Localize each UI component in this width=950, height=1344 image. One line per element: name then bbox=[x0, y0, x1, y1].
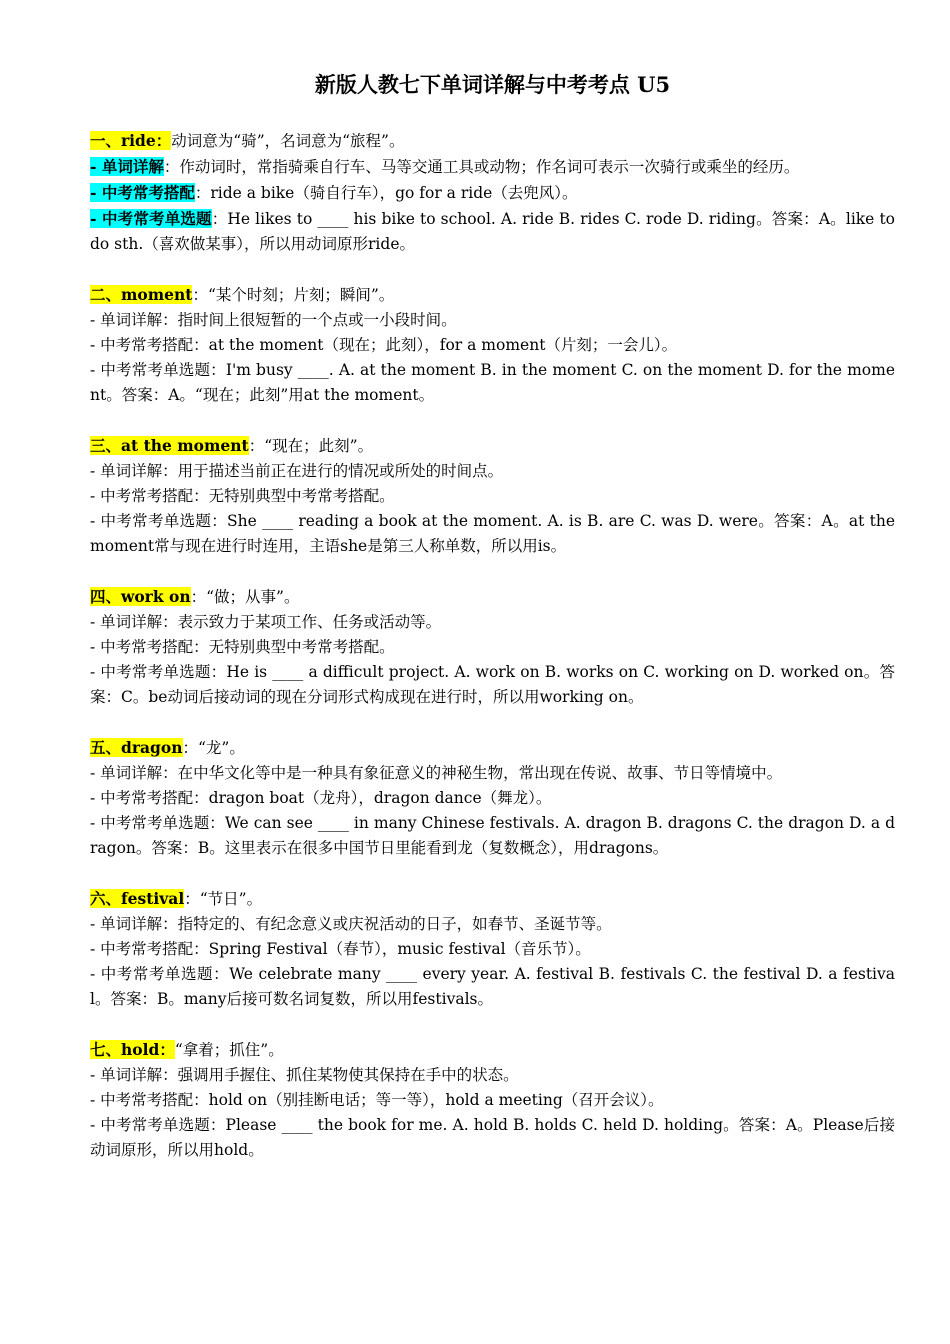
entry-heading-line bbox=[90, 886, 895, 912]
collocation-label: - 中考常考搭配 bbox=[90, 183, 195, 202]
collocation-text: ：ride a bike（骑自行车），go for a ride（去兜风）。 bbox=[194, 184, 578, 202]
entry-ride bbox=[90, 128, 895, 257]
entry-definition: ：“龙”。 bbox=[182, 739, 245, 757]
entry-moment bbox=[90, 282, 895, 408]
collocation-line: - 中考常考搭配：dragon boat（龙舟），dragon dance（舞龙）。 bbox=[90, 789, 552, 807]
quiz-line: - 中考常考单选题：He is ____ a difficult project. A. work on B. works on C. working on D. worked on。答案：C。be动词后接动词的现在分词形式构成现在进行时，所以用working on。 bbox=[90, 663, 895, 706]
entry-headword: 六、festival bbox=[90, 889, 185, 908]
entry-headword: 四、work on bbox=[90, 587, 191, 606]
entry-heading-line bbox=[90, 282, 895, 308]
collocation-line bbox=[90, 180, 895, 206]
quiz-line: - 中考常考单选题：Please ____ the book for me. A. hold B. holds C. held D. holding。答案：A。Please后接动词原形，所以用hold。 bbox=[90, 1116, 895, 1159]
entry-headword: 三、at the moment bbox=[90, 436, 249, 455]
word-detail-line: - 单词详解：指时间上很短暂的一个点或一小段时间。 bbox=[90, 311, 457, 329]
entry-headword: 五、dragon bbox=[90, 738, 183, 757]
entry-headword: 一、ride： bbox=[90, 131, 172, 150]
entry-heading-line bbox=[90, 584, 895, 610]
word-detail-line: - 单词详解：强调用手握住、抓住某物使其保持在手中的状态。 bbox=[90, 1066, 519, 1084]
quiz-text: ：He likes to ____ his bike to school. A. ride B. rides C. rode D. riding。答案：A。like to do sth.（喜欢做某事），所以用动词原形ride。 bbox=[90, 210, 895, 253]
quiz-line: - 中考常考单选题：I'm busy ____. A. at the moment B. in the moment C. on the moment D. for the moment。答案：A。“现在；此刻”用at the moment。 bbox=[90, 361, 895, 404]
entry-festival bbox=[90, 886, 895, 1012]
collocation-line: - 中考常考搭配：hold on（别挂断电话；等一等），hold a meeting（召开会议）。 bbox=[90, 1091, 664, 1109]
collocation-line: - 中考常考搭配：无特别典型中考常考搭配。 bbox=[90, 638, 395, 656]
entry-dragon bbox=[90, 735, 895, 861]
collocation-line: - 中考常考搭配：无特别典型中考常考搭配。 bbox=[90, 487, 395, 505]
entry-heading-line bbox=[90, 735, 895, 761]
word-detail-line bbox=[90, 154, 895, 180]
entry-definition: ：“做；从事”。 bbox=[190, 588, 300, 606]
entry-definition: ：“节日”。 bbox=[184, 890, 263, 908]
entry-definition: 动词意为“骑”，名词意为“旅程”。 bbox=[171, 132, 405, 150]
word-detail-label: - 单词详解 bbox=[90, 157, 164, 176]
entry-heading-line bbox=[90, 1037, 895, 1063]
collocation-line: - 中考常考搭配：at the moment（现在；此刻），for a moment（片刻；一会儿）。 bbox=[90, 336, 678, 354]
entry-heading-line bbox=[90, 433, 895, 459]
word-detail-line: - 单词详解：指特定的、有纪念意义或庆祝活动的日子，如春节、圣诞节等。 bbox=[90, 915, 612, 933]
quiz-line: - 中考常考单选题：We can see ____ in many Chinese festivals. A. dragon B. dragons C. the dragon D. a dragon。答案：B。这里表示在很多中国节日里能看到龙（复数概念），用dragons。 bbox=[90, 814, 895, 857]
entry-work-on bbox=[90, 584, 895, 710]
document-page bbox=[90, 70, 895, 1188]
collocation-line: - 中考常考搭配：Spring Festival（春节），music festival（音乐节）。 bbox=[90, 940, 591, 958]
quiz-line: - 中考常考单选题：We celebrate many ____ every year. A. festival B. festivals C. the festival D. a festival。答案：B。many后接可数名词复数，所以用festivals。 bbox=[90, 965, 895, 1008]
word-detail-line: - 单词详解：表示致力于某项工作、任务或活动等。 bbox=[90, 613, 442, 631]
entry-definition: ：“现在；此刻”。 bbox=[248, 437, 374, 455]
entry-at-the-moment bbox=[90, 433, 895, 559]
word-detail-line: - 单词详解：在中华文化等中是一种具有象征意义的神秘生物，常出现在传说、故事、节日等情境中。 bbox=[90, 764, 783, 782]
quiz-label: - 中考常考单选题 bbox=[90, 209, 212, 228]
entry-definition: ：“某个时刻；片刻；瞬间”。 bbox=[192, 286, 395, 304]
entry-definition: “拿着；抓住”。 bbox=[174, 1041, 284, 1059]
quiz-line bbox=[90, 206, 895, 257]
entry-headword: 七、hold： bbox=[90, 1040, 175, 1059]
quiz-line: - 中考常考单选题：She ____ reading a book at the moment. A. is B. are C. was D. were。答案：A。at the moment常与现在进行时连用，主语she是第三人称单数，所以用is。 bbox=[90, 512, 895, 555]
word-detail-line: - 单词详解：用于描述当前正在进行的情况或所处的时间点。 bbox=[90, 462, 504, 480]
word-detail-text: ：作动词时，常指骑乘自行车、马等交通工具或动物；作名词可表示一次骑行或乘坐的经历。 bbox=[163, 158, 800, 176]
entry-hold bbox=[90, 1037, 895, 1163]
entry-heading-line bbox=[90, 128, 895, 154]
page-title: 新版人教七下单词详解与中考考点 U5 bbox=[314, 72, 671, 97]
entry-headword: 二、moment bbox=[90, 285, 193, 304]
